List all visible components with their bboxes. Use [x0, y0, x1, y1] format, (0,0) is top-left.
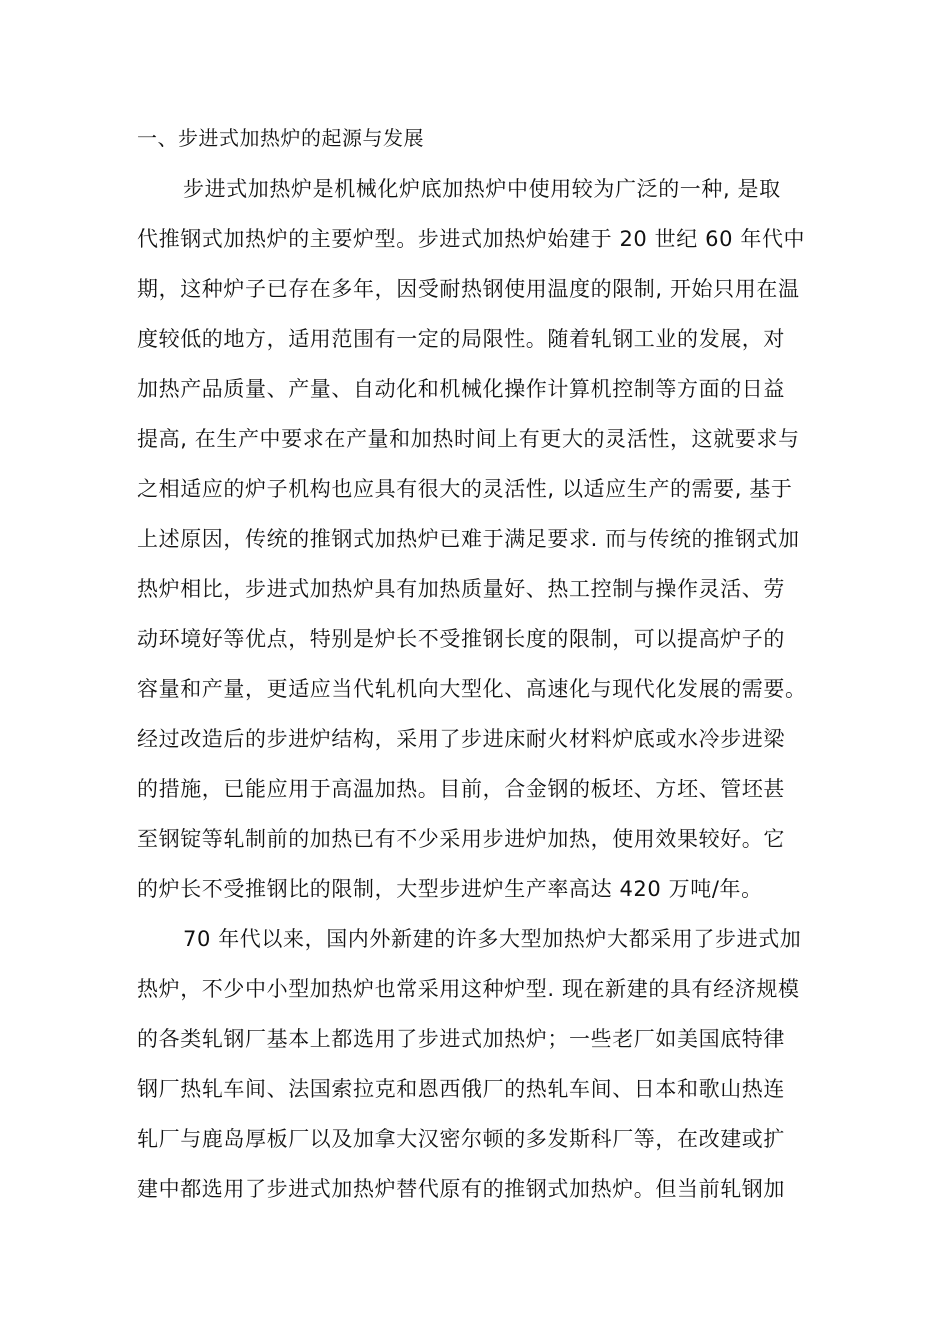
text-line: 热炉相比，步进式加热炉具有加热质量好、热工控制与操作灵活、劳 [137, 577, 785, 601]
text-line: 70 年代以来，国内外新建的许多大型加热炉大都采用了步进式加 [183, 927, 802, 951]
text-line: 提高, 在生产中要求在产量和加热时间上有更大的灵活性，这就要求与 [137, 427, 800, 451]
body-text [137, 172, 837, 1222]
text-line: 之相适应的炉子机构也应具有很大的灵活性, 以适应生产的需要, 基于 [137, 477, 793, 501]
text-line: 度较低的地方，适用范围有一定的局限性。随着轧钢工业的发展，对 [137, 327, 785, 351]
text-line: 轧厂与鹿岛厚板厂以及加拿大汉密尔顿的多发斯科厂等，在改建或扩 [137, 1127, 785, 1151]
section-heading: 一、步进式加热炉的起源与发展 [137, 126, 424, 150]
text-line: 热炉，不少中小型加热炉也常采用这种炉型. 现在新建的具有经济规模 [137, 977, 800, 1001]
text-line: 至钢锭等轧制前的加热已有不少采用步进炉加热，使用效果较好。它 [137, 827, 785, 851]
text-line: 上述原因，传统的推钢式加热炉已难于满足要求. 而与传统的推钢式加 [137, 527, 800, 551]
text-line: 加热产品质量、产量、自动化和机械化操作计算机控制等方面的日益 [137, 377, 785, 401]
text-line: 的各类轧钢厂基本上都选用了步进式加热炉；一些老厂如美国底特律 [137, 1027, 785, 1051]
text-line: 容量和产量，更适应当代轧机向大型化、高速化与现代化发展的需要。 [137, 677, 807, 701]
text-line: 期，这种炉子已存在多年，因受耐热钢使用温度的限制, 开始只用在温 [137, 277, 800, 301]
text-line: 建中都选用了步进式加热炉替代原有的推钢式加热炉。但当前轧钢加 [137, 1177, 785, 1201]
text-line: 步进式加热炉是机械化炉底加热炉中使用较为广泛的一种, 是取 [183, 177, 781, 201]
text-line: 钢厂热轧车间、法国索拉克和恩西俄厂的热轧车间、日本和歌山热连 [137, 1077, 785, 1101]
text-line: 代推钢式加热炉的主要炉型。步进式加热炉始建于 20 世纪 60 年代中 [137, 227, 806, 251]
text-line: 动环境好等优点，特别是炉长不受推钢长度的限制，可以提高炉子的 [137, 627, 785, 651]
text-line: 的炉长不受推钢比的限制，大型步进炉生产率高达 420 万吨/年。 [137, 877, 763, 901]
text-line: 经过改造后的步进炉结构，采用了步进床耐火材料炉底或水冷步进梁 [137, 727, 785, 751]
text-line: 的措施，已能应用于高温加热。目前，合金钢的板坯、方坯、管坯甚 [137, 777, 785, 801]
